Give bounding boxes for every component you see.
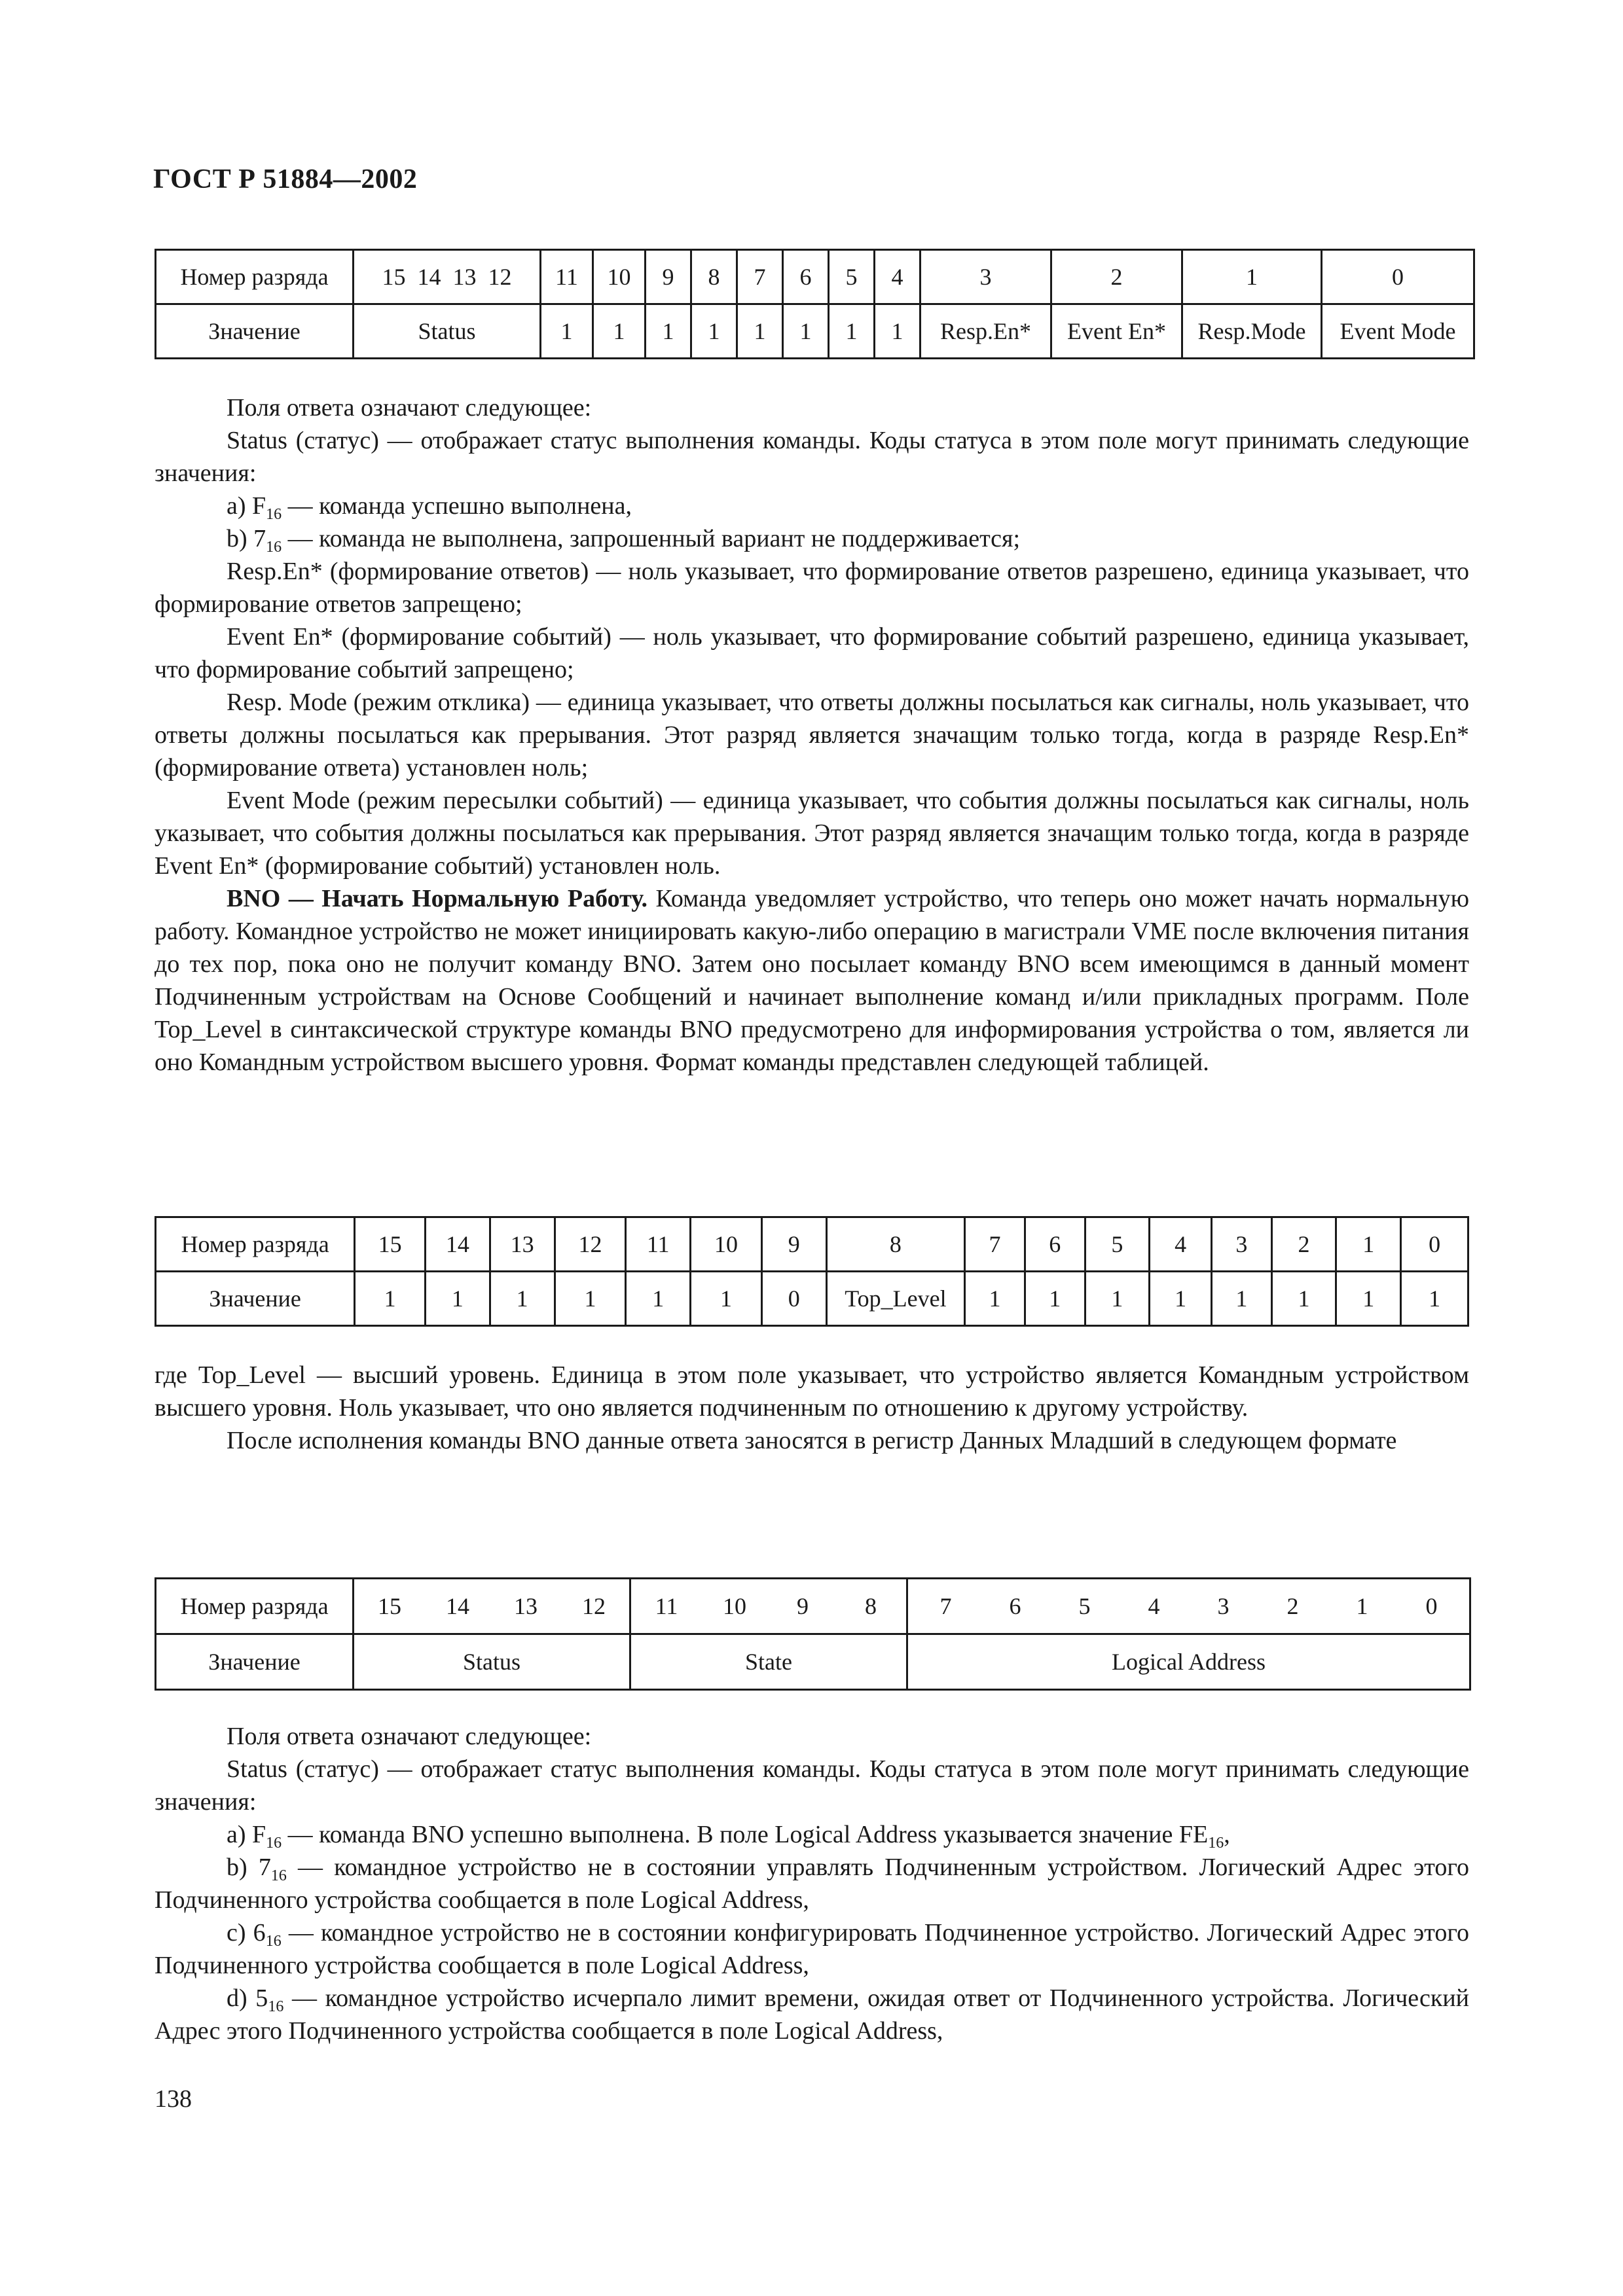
row-label: Номер разряда — [156, 250, 354, 304]
value-cell: Resp.En* — [921, 304, 1051, 359]
paragraph: Поля ответа означают следующее: — [227, 1723, 592, 1750]
value-cell: 1 — [555, 1272, 626, 1326]
paragraph: Resp. Mode (режим отклика) — единица указывает, что ответы должны посылаться как сигналы, ноль указывает, что ответы должны посылаться как прерывания. Этот разряд является значащим только тогда, когда в разряде Resp.En* (формирование ответа) установлен ноль; — [155, 689, 1469, 781]
bit-cell: 1 — [1336, 1217, 1401, 1272]
bit-number: 7 — [939, 1593, 952, 1619]
value-cell: Status — [354, 1634, 630, 1690]
paragraph: BNO — Начать Нормальную Работу. Команда уведомляет устройство, что теперь оно может начать нормальную работу. Командное устройство не может инициировать какую-либо операцию в магистрали VME после включения питания до тех пор, пока оно не получит команду BNO. Затем оно посылает команду BNO всем имеющимся в данный момент Подчиненным устройствам на Основе Сообщений и начинает выполнение команд и/или прикладных программ. Поле Top_Level в синтаксической структуре команды BNO предусмотрено для информирования устройства о том, является ли оно Командным устройством высшего уровня. Формат команды представлен следующей таблицей. — [155, 885, 1470, 1076]
paragraph: d) $5_{16}$ — командное устройство исчерпало лимит времени, ожидая ответ от Подчиненного устройства. Логический Адрес этого Подчиненного устройства сообщается в поле Logical Address, — [155, 1984, 1470, 2045]
value-cell: 1 — [1271, 1272, 1336, 1326]
table-row — [156, 304, 1474, 359]
bit-cell: 0 — [1401, 1217, 1468, 1272]
value-cell: 1 — [626, 1272, 691, 1326]
table-row — [156, 1634, 1470, 1690]
value-cell: 1 — [691, 304, 737, 359]
table-row — [156, 250, 1474, 304]
bit-number: 10 — [723, 1593, 746, 1619]
paragraph: Поля ответа означают следующее: — [227, 394, 592, 422]
value-cell: Resp.Mode — [1182, 304, 1322, 359]
bit-cell: 12 — [555, 1217, 626, 1272]
page-number: 138 — [155, 2085, 192, 2113]
paragraph: Event En* (формирование событий) — ноль указывает, что формирование событий разрешено, единица указывает, что формирование событий запрещено; — [155, 623, 1469, 683]
bit-cell: 7 — [965, 1217, 1025, 1272]
value-cell: 1 — [1401, 1272, 1468, 1326]
bit-number: 13 — [514, 1593, 538, 1619]
paragraph: b) $7_{16}$ — команда не выполнена, запрошенный вариант не поддерживается; — [227, 525, 1021, 556]
bit-cell: 2 — [1271, 1217, 1336, 1272]
paragraph: Status (статус) — отображает статус выполнения команды. Коды статуса в этом поле могут принимать следующие значения: — [155, 427, 1469, 487]
value-cell: Top_Level — [826, 1272, 965, 1326]
paragraph: c) $6_{16}$ — командное устройство не в состоянии конфигурировать Подчиненное устройство. Логический Адрес этого Подчиненного устройства сообщается в поле Logical Address, — [155, 1919, 1469, 1979]
table-row — [156, 1579, 1470, 1634]
bit-cell: 1 — [1182, 250, 1322, 304]
value-cell: 1 — [965, 1272, 1025, 1326]
row-label: Значение — [156, 304, 354, 359]
bit-cell: 11 — [541, 250, 593, 304]
value-cell: 1 — [593, 304, 646, 359]
bit-number: 15 — [378, 1593, 401, 1619]
bit-cell: 14 — [426, 1217, 490, 1272]
paragraph: b) $7_{16}$ — командное устройство не в состоянии управлять Подчиненным устройством. Логический Адрес этого Подчиненного устройства сообщается в поле Logical Address, — [155, 1854, 1470, 1914]
bit-number: 3 — [1217, 1593, 1230, 1619]
value-cell: Event Mode — [1322, 304, 1474, 359]
bit-number: 0 — [1425, 1593, 1438, 1619]
bit-cell: 5 — [1085, 1217, 1150, 1272]
value-cell: 1 — [1336, 1272, 1401, 1326]
value-cell: 1 — [737, 304, 783, 359]
bit-cell: 4 — [1150, 1217, 1212, 1272]
bno-command-table — [155, 1216, 1469, 1327]
bit-group-cell — [630, 1579, 907, 1634]
bno-heading: BNO — Начать Нормальную Работу. — [227, 885, 647, 912]
bit-cell: 11 — [626, 1217, 691, 1272]
value-cell: 1 — [1085, 1272, 1150, 1326]
value-cell: Status — [354, 304, 541, 359]
document-header: ГОСТ Р 51884—2002 — [153, 164, 418, 194]
bit-cell: 0 — [1322, 250, 1474, 304]
bit-number: 9 — [797, 1593, 809, 1619]
value-cell: 1 — [541, 304, 593, 359]
paragraph: Status (статус) — отображает статус выполнения команды. Коды статуса в этом поле могут принимать следующие значения: — [155, 1755, 1469, 1816]
value-cell: 1 — [829, 304, 875, 359]
value-cell: 1 — [490, 1272, 555, 1326]
bit-number: 8 — [865, 1593, 877, 1619]
bit-cell: 3 — [1211, 1217, 1271, 1272]
table-row — [156, 1217, 1468, 1272]
paragraph: Event Mode (режим пересылки событий) — единица указывает, что события должны посылаться как сигналы, ноль указывает, что события должны посылаться как прерывания. Этот разряд является значащим только тогда, когда в разряде Event En* (формирование событий) установлен ноль. — [155, 787, 1469, 880]
row-label: Значение — [156, 1634, 354, 1690]
table-row — [156, 1272, 1468, 1326]
bit-cell: 15 — [355, 1217, 426, 1272]
bit-cell: 9 — [646, 250, 691, 304]
value-cell: 1 — [783, 304, 829, 359]
bit-number: 6 — [1009, 1593, 1021, 1619]
bit-cell: 5 — [829, 250, 875, 304]
bit-cell: 2 — [1051, 250, 1182, 304]
response-format-table — [155, 249, 1475, 359]
bit-number: 5 — [1078, 1593, 1091, 1619]
paragraph: где Top_Level — высший уровень. Единица в этом поле указывает, что устройство является Командным устройством высшего уровня. Ноль указывает, что оно является подчиненным по отношению к другому устройству. — [155, 1361, 1469, 1422]
value-cell: State — [630, 1634, 907, 1690]
bit-cell: 6 — [1025, 1217, 1085, 1272]
value-cell: 1 — [1150, 1272, 1212, 1326]
bit-cell: 7 — [737, 250, 783, 304]
bit-cell: 10 — [691, 1217, 762, 1272]
bit-cell: 13 — [490, 1217, 555, 1272]
row-label: Номер разряда — [156, 1579, 354, 1634]
bno-response-table — [155, 1577, 1471, 1691]
bit-number: 4 — [1148, 1593, 1160, 1619]
row-label: Значение — [156, 1272, 355, 1326]
bit-cell: 15 14 13 12 — [354, 250, 541, 304]
top-level-description — [155, 1359, 1469, 1457]
bit-cell: 8 — [826, 1217, 965, 1272]
bit-cell: 8 — [691, 250, 737, 304]
value-cell: 1 — [426, 1272, 490, 1326]
bit-cell: 10 — [593, 250, 646, 304]
value-cell: 1 — [1211, 1272, 1271, 1326]
value-cell: 1 — [875, 304, 921, 359]
bit-cell: 6 — [783, 250, 829, 304]
bit-number: 12 — [582, 1593, 606, 1619]
bit-cell: 4 — [875, 250, 921, 304]
bit-number: 11 — [655, 1593, 678, 1619]
bit-number: 14 — [446, 1593, 469, 1619]
bit-group-cell — [907, 1579, 1470, 1634]
response-fields-description — [155, 391, 1469, 1079]
value-cell: Logical Address — [907, 1634, 1470, 1690]
bit-group-cell — [354, 1579, 630, 1634]
bno-response-description — [155, 1720, 1469, 2047]
bit-cell: 9 — [761, 1217, 826, 1272]
bit-cell: 3 — [921, 250, 1051, 304]
paragraph: a) $F_{16}$ — команда успешно выполнена, — [227, 492, 632, 523]
value-cell: 0 — [761, 1272, 826, 1326]
value-cell: 1 — [355, 1272, 426, 1326]
paragraph: После исполнения команды BNO данные ответа заносятся в регистр Данных Младший в следующем формате — [227, 1427, 1397, 1454]
bit-number: 2 — [1286, 1593, 1299, 1619]
paragraph: Resp.En* (формирование ответов) — ноль указывает, что формирование ответов разрешено, единица указывает, что формирование ответов запрещено; — [155, 558, 1469, 618]
value-cell: 1 — [1025, 1272, 1085, 1326]
paragraph: a) $F_{16}$ — команда BNO успешно выполнена. В поле Logical Address указывается значение $FE_{16}$, — [227, 1821, 1230, 1852]
value-cell: 1 — [646, 304, 691, 359]
bit-number: 1 — [1356, 1593, 1368, 1619]
value-cell: Event En* — [1051, 304, 1182, 359]
row-label: Номер разряда — [156, 1217, 355, 1272]
value-cell: 1 — [691, 1272, 762, 1326]
